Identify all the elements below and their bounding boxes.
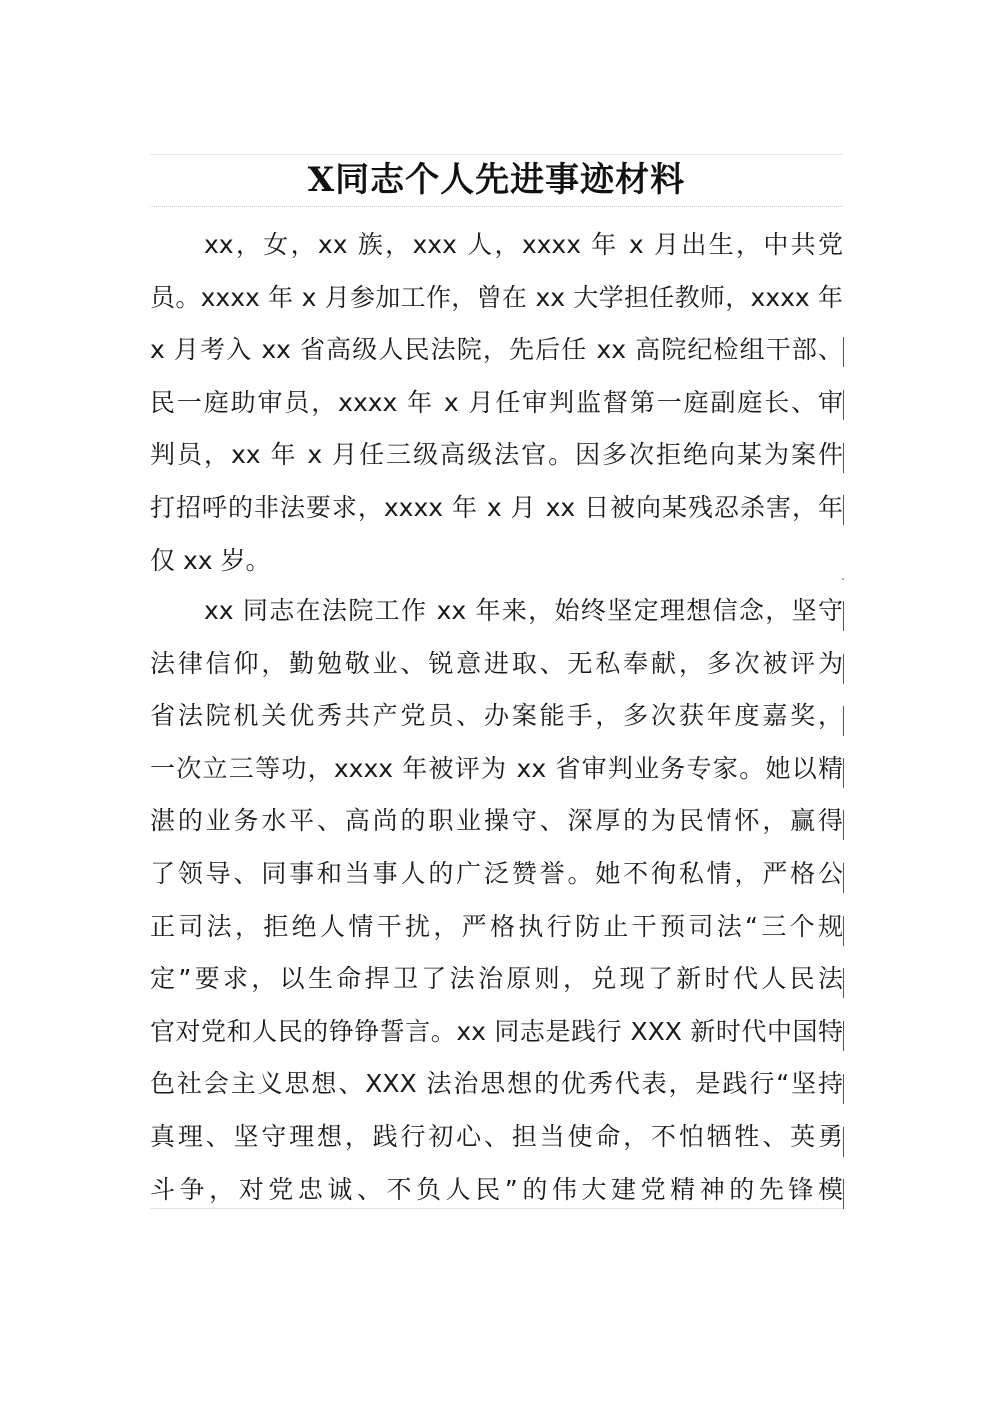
bottom-rule bbox=[150, 1208, 843, 1209]
text-line: 了领导、同事和当事人的广泛赞誉。她不徇私情，严格公 bbox=[150, 859, 843, 888]
text-line: 打招呼的非法要求，xxxx 年 x 月 xx 日被向某残忍杀害，年 bbox=[150, 493, 843, 522]
text-line: 湛的业务水平、高尚的职业操守、深厚的为民情怀，赢得 bbox=[150, 806, 843, 836]
top-rule bbox=[150, 154, 843, 155]
text-line: 真理、坚守理想，践行初心、担当使命，不怕牺牲、英勇 bbox=[150, 1122, 843, 1151]
line-end-marker bbox=[843, 390, 844, 420]
title-rule bbox=[150, 206, 843, 207]
text-line: 员。xxxx 年 x 月参加工作，曾在 xx 大学担任教师，xxxx 年 bbox=[150, 282, 843, 312]
line-end-marker bbox=[843, 810, 844, 840]
line-end-marker bbox=[843, 863, 844, 893]
text-line: 定”要求，以生命捍卫了法治原则，兑现了新时代人民法 bbox=[150, 964, 843, 994]
line-end-marker bbox=[843, 758, 844, 788]
text-line: xx 同志在法院工作 xx 年来，始终坚定理想信念，坚守 bbox=[204, 596, 843, 625]
line-end-marker bbox=[843, 654, 844, 684]
line-end-marker bbox=[843, 601, 844, 631]
text-line: x 月考入 xx 省高级人民法院，先后任 xx 高院纪检组干部、 bbox=[150, 335, 843, 365]
text-line: 一次立三等功，xxxx 年被评为 xx 省审判业务专家。她以精 bbox=[150, 753, 843, 783]
line-end-marker bbox=[843, 968, 844, 998]
line-end-marker bbox=[843, 1179, 844, 1209]
text-line: 斗争，对党忠诚、不负人民”的伟大建党精神的先锋模 bbox=[150, 1174, 843, 1204]
line-end-marker bbox=[843, 443, 844, 473]
text-line: 省法院机关优秀共产党员、办案能手，多次获年度嘉奖， bbox=[150, 701, 843, 731]
text-line: 判员，xx 年 x 月任三级高级法官。因多次拒绝向某为案件 bbox=[150, 440, 843, 470]
text-line: 法律信仰，勤勉敬业、锐意进取、无私奉献，多次被评为 bbox=[150, 648, 843, 678]
text-line: 民一庭助审员，xxxx 年 x 月任审判监督第一庭副庭长、审 bbox=[150, 387, 843, 417]
text-line: xx，女，xx 族，xxx 人，xxxx 年 x 月出生，中共党 bbox=[204, 230, 843, 259]
paragraph-separator bbox=[842, 578, 844, 580]
line-end-marker bbox=[843, 1021, 844, 1051]
line-end-marker bbox=[843, 495, 844, 525]
document-title: X同志个人先进事迹材料 bbox=[307, 160, 686, 200]
line-end-marker bbox=[843, 337, 844, 367]
line-end-marker bbox=[843, 1127, 844, 1157]
text-line: 色社会主义思想、XXX 法治思想的优秀代表，是践行“坚持 bbox=[150, 1069, 843, 1099]
line-end-marker bbox=[843, 706, 844, 736]
line-end-marker bbox=[843, 916, 844, 946]
text-line: 官对党和人民的铮铮誓言。xx 同志是践行 XXX 新时代中国特 bbox=[150, 1016, 843, 1046]
text-line: 正司法，拒绝人情干扰，严格执行防止干预司法“三个规 bbox=[150, 911, 843, 941]
text-line: 仅 xx 岁。 bbox=[150, 545, 271, 575]
line-end-marker bbox=[843, 1074, 844, 1104]
